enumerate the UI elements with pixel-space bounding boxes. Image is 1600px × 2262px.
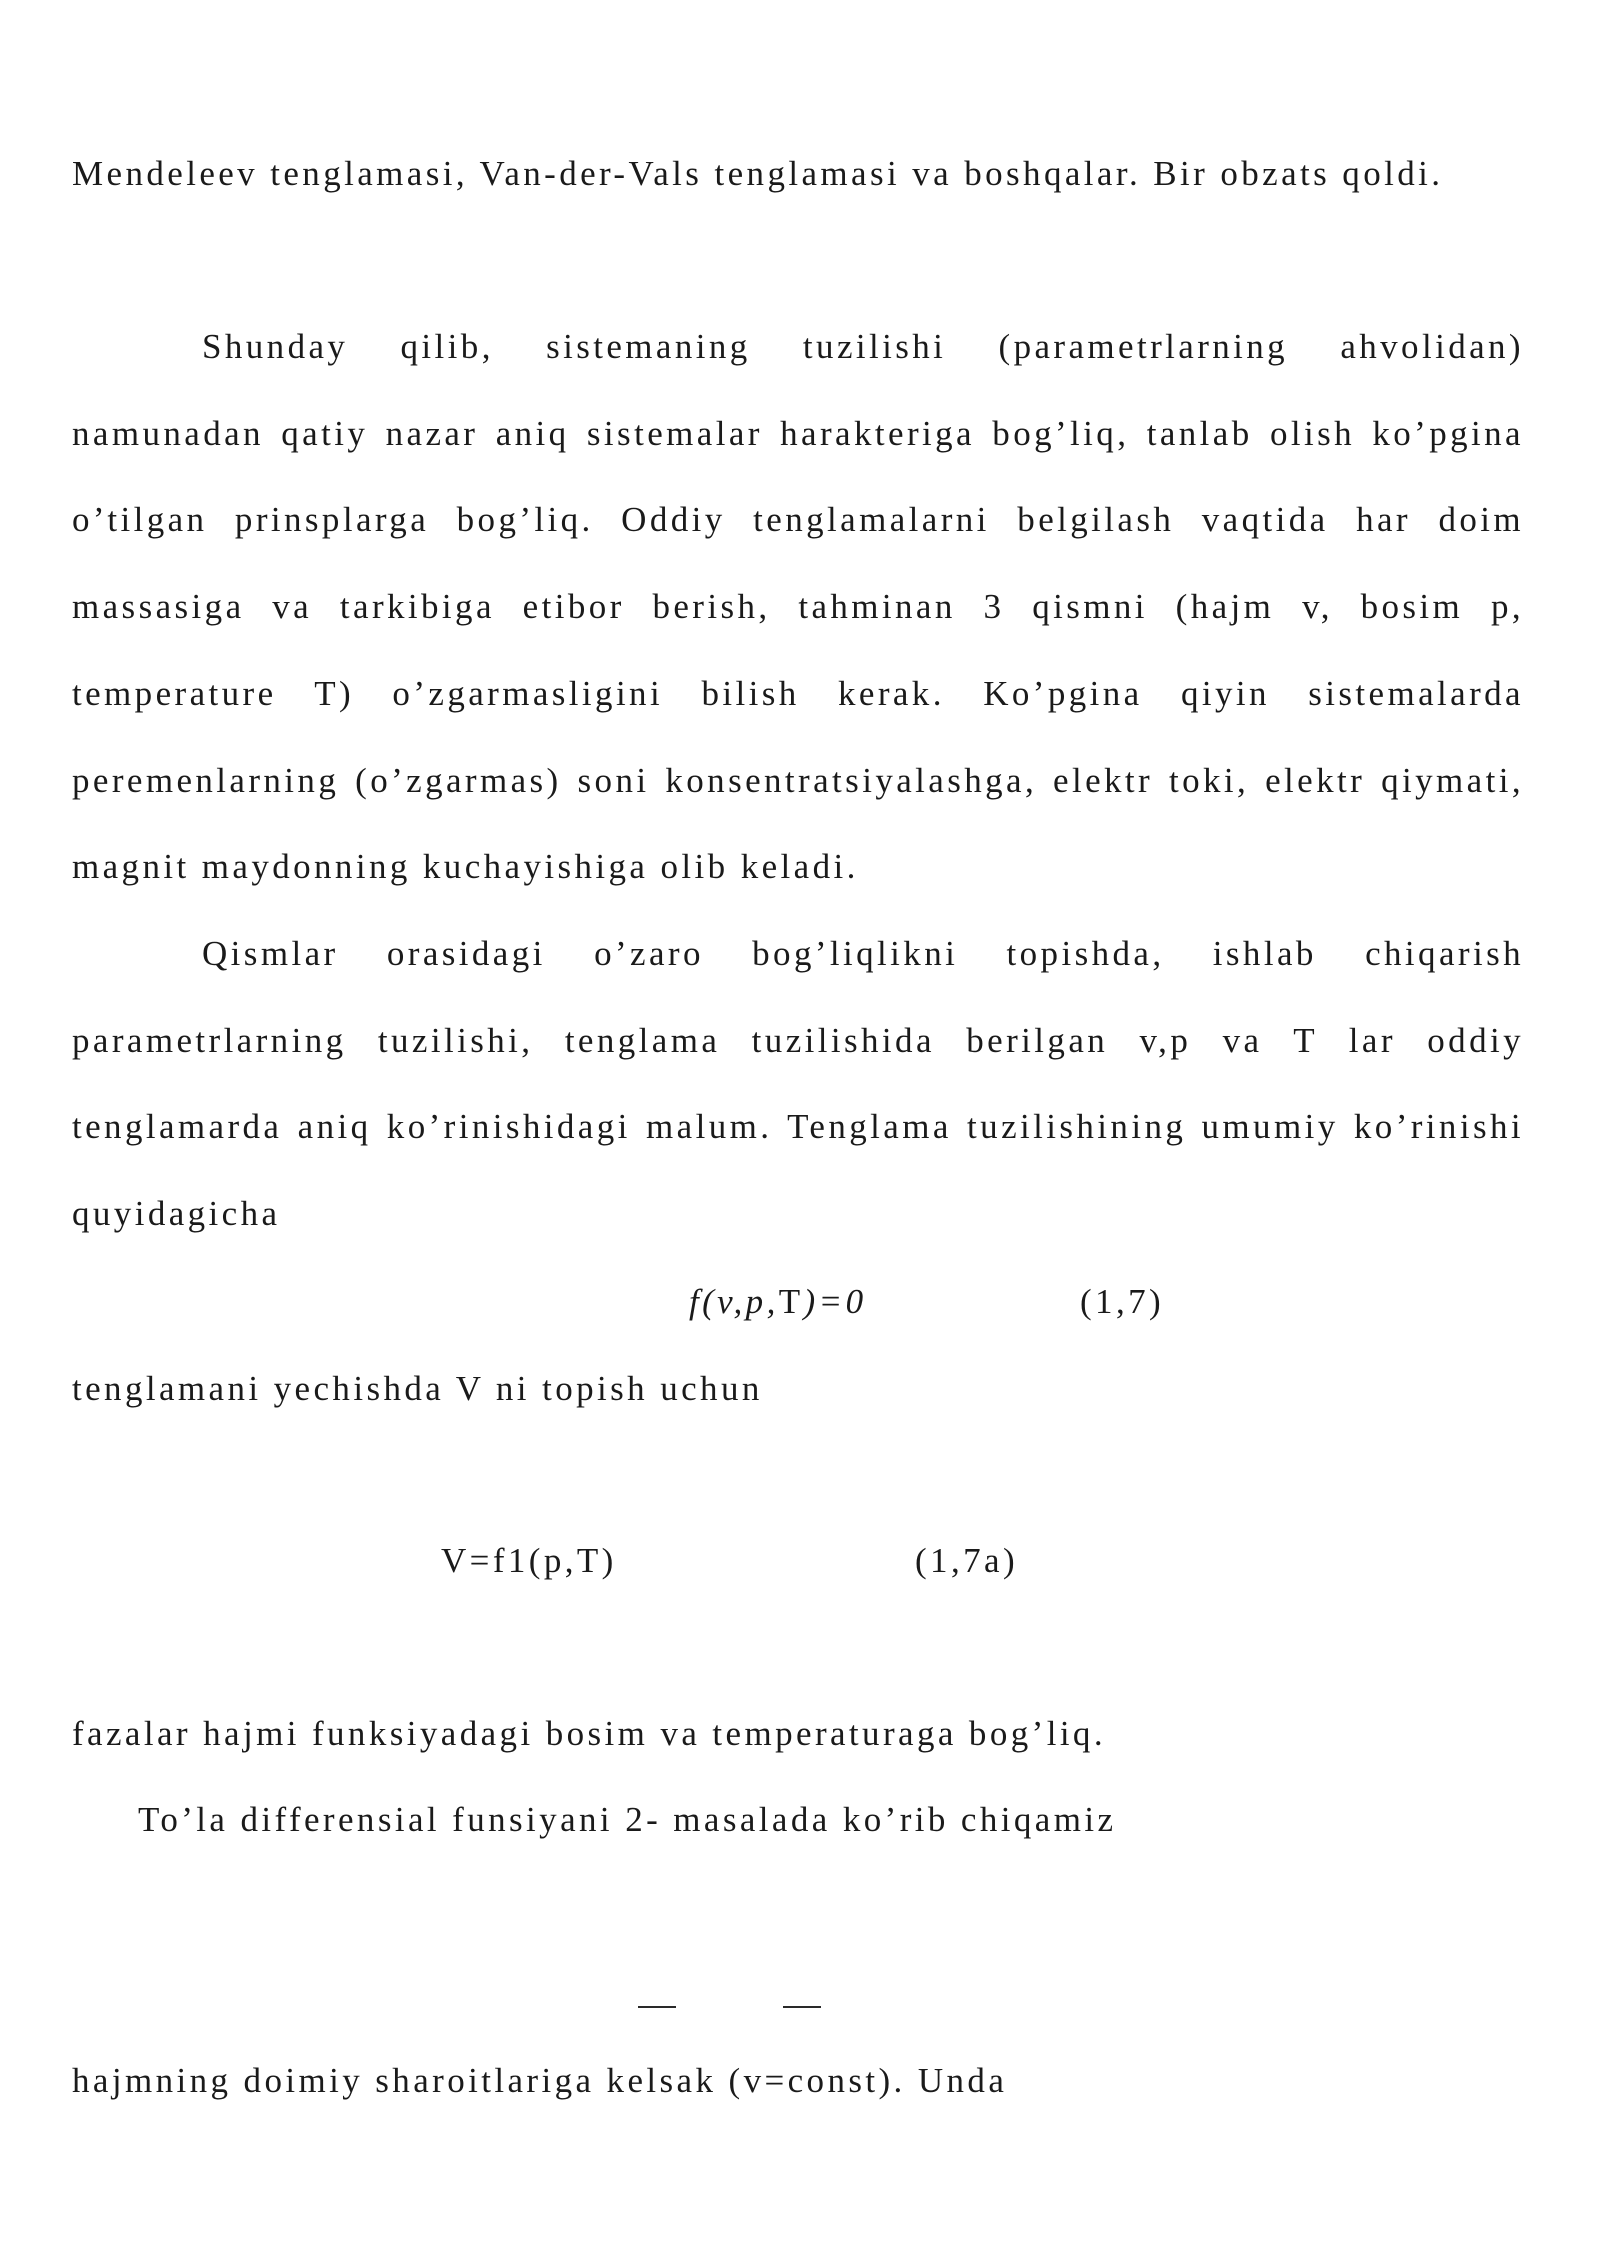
equation-1-mid: T: [778, 1282, 804, 1321]
equation-1-suffix: )=0: [803, 1282, 867, 1321]
equation-1: [689, 1282, 866, 1322]
paragraph-1: Mendeleev tenglamasi, Van-der-Vals tenglamasi va boshqalar. Bir obzats qoldi.: [72, 154, 1444, 193]
equation-1-prefix: f(v,p,: [689, 1282, 779, 1321]
equation-2-number: (1,7a): [915, 1541, 1018, 1580]
paragraph-2: Shunday qilib, sistemaning tuzilishi (parametrlarning ahvolidan) namunadan qatiy nazar aniq sistemalar harakteriga bog’liq, tanlab olish ko’pgina o’tilgan prinsplarga bog’liq. Oddiy tenglamalarni belgilash vaqtida har doim massasiga va tarkibiga etibor berish, tahminan 3 qismni (hajm v, bosim p, temperature T) o’zgarmasligini bilish kerak. Ko’pgina qiyin sistemalarda peremenlarning (o’zgarmas) soni konsentratsiyalashga, elektr toki, elektr qiymati, magnit maydonning kuchayishiga olib keladi.: [72, 327, 1524, 887]
equation-1-number: (1,7): [1080, 1282, 1165, 1321]
paragraph-7: hajmning doimiy sharoitlariga kelsak (v=const). Unda: [72, 2061, 1008, 2100]
paragraph-5: fazalar hajmi funksiyadagi bosim va temperaturaga bog’liq.: [72, 1714, 1106, 1753]
fraction-bar-left: [638, 2006, 676, 2008]
paragraph-3: Qismlar orasidagi o’zaro bog’liqlikni topishda, ishlab chiqarish parametrlarning tuzilishi, tenglama tuzilishida berilgan v,p va T lar oddiy tenglamarda aniq ko’rinishidagi malum. Tenglama tuzilishining umumiy ko’rinishi quyidagicha: [72, 934, 1524, 1234]
fraction-bar-right: [783, 2006, 821, 2008]
paragraph-4: tenglamani yechishda V ni topish uchun: [72, 1369, 763, 1408]
paragraph-6: To’la differensial funsiyani 2- masalada ko’rib chiqamiz: [138, 1800, 1117, 1839]
equation-2: V=f1(p,T): [441, 1541, 617, 1580]
